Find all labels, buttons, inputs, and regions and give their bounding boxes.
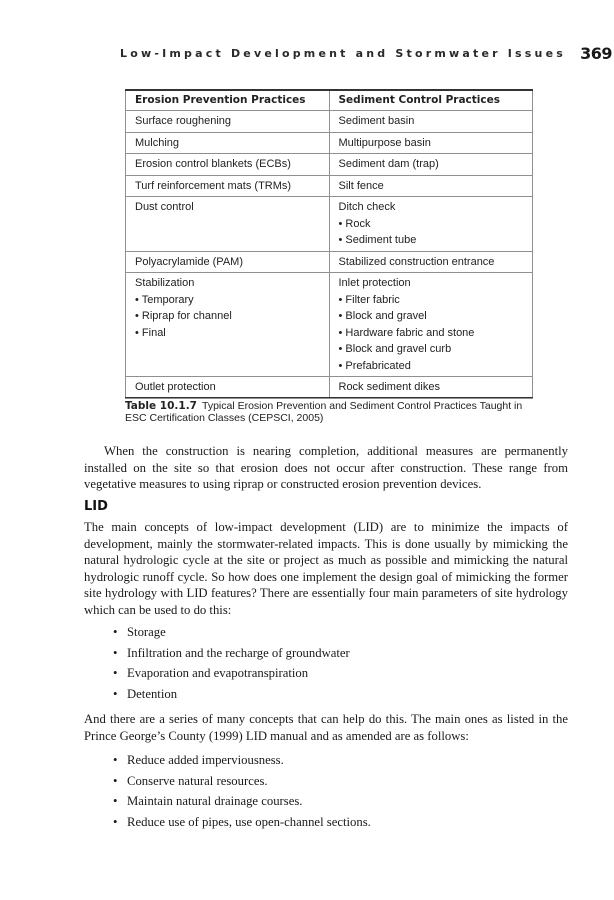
erosion-practice-cell	[126, 273, 330, 377]
column-header-sediment: Sediment Control Practices	[329, 90, 533, 111]
bullet-icon: •	[113, 794, 118, 808]
bullet-icon: •	[113, 645, 118, 660]
list-item	[113, 645, 350, 666]
erosion-practice-cell	[126, 377, 330, 399]
sediment-practice-cell	[329, 197, 533, 252]
cell-line: Mulching	[135, 136, 180, 149]
table-row	[126, 273, 533, 377]
list-item	[113, 624, 350, 645]
cell-line: • Temporary	[135, 293, 194, 306]
paragraph: And there are a series of many concepts that can help do this. The main ones as listed in the Prince George’s County (1999) LID manual and as amended are as follows:	[84, 712, 568, 743]
cell-line: • Prefabricated	[338, 359, 411, 372]
table-body	[126, 111, 533, 399]
running-title: Low-Impact Development and Stormwater Issues	[120, 47, 566, 60]
list-item-text: Reduce use of pipes, use open-channel sections.	[127, 814, 371, 829]
cell-line: Turf reinforcement mats (TRMs)	[135, 179, 292, 192]
cell-line: Dust control	[135, 201, 194, 213]
erosion-practice-cell	[126, 111, 330, 133]
sediment-practice-cell	[329, 111, 533, 133]
table-header-row	[126, 90, 533, 111]
table-caption-label: Table 10.1.7	[125, 400, 197, 412]
cell-line: • Hardware fabric and stone	[338, 326, 475, 339]
erosion-practice-cell	[126, 154, 330, 176]
column-header-erosion: Erosion Prevention Practices	[126, 90, 330, 111]
sediment-practice-cell	[329, 132, 533, 154]
bullet-icon: •	[113, 814, 118, 829]
cell-line: Outlet protection	[135, 381, 216, 393]
sediment-practice-cell	[329, 175, 533, 197]
bullet-icon: •	[113, 686, 118, 701]
bullet-icon: •	[113, 753, 118, 767]
table-caption	[125, 397, 533, 424]
table-row	[126, 111, 533, 133]
erosion-practice-cell	[126, 132, 330, 154]
list-item-text: Reduce added imperviousness.	[127, 753, 284, 767]
paragraph: The main concepts of low-impact development (LID) are to minimize the impacts of development, mainly the stormwater-related impacts. This is done usually by mimicking the natural hydrologic cycle at the site or project as much as possible and mimicking the natural hydrologic runoff cycle. So how does one implement the design goal of mimicking the former site hydrology with LID features? There are essentially four main parameters of site hydrology which can be used to do this:	[84, 520, 568, 617]
erosion-practice-cell	[126, 197, 330, 252]
cell-line: • Filter fabric	[338, 293, 400, 306]
table-caption-text: Typical Erosion Prevention and Sediment Control Practices Taught in ESC Certification Classes (CEPSCI, 2005)	[125, 400, 523, 424]
sediment-practice-cell	[329, 273, 533, 377]
table-row	[126, 197, 533, 252]
table-row	[126, 175, 533, 197]
cell-line: Erosion control blankets (ECBs)	[135, 158, 291, 170]
bullet-list	[113, 624, 350, 706]
cell-line: • Riprap for channel	[135, 310, 232, 322]
cell-line: Sediment dam (trap)	[338, 158, 439, 170]
section-heading: LID	[84, 499, 108, 514]
sediment-practice-cell	[329, 251, 533, 273]
cell-line: • Rock	[338, 217, 371, 230]
cell-line: Ditch check	[338, 201, 396, 213]
practices-table	[125, 89, 533, 399]
bullet-icon: •	[113, 773, 118, 788]
list-item-text: Storage	[127, 625, 166, 639]
list-item-text: Conserve natural resources.	[127, 773, 268, 788]
list-item-text: Detention	[127, 686, 178, 701]
table-row	[126, 132, 533, 154]
page-number: 369	[580, 44, 612, 63]
cell-line: • Block and gravel curb	[338, 343, 452, 355]
sediment-practice-cell	[329, 377, 533, 399]
cell-line: • Block and gravel	[338, 310, 427, 322]
cell-line: Stabilized construction entrance	[338, 255, 495, 268]
table-row	[126, 154, 533, 176]
list-item	[113, 686, 350, 707]
cell-line: Inlet protection	[338, 277, 411, 289]
list-item-text: Evaporation and evapotranspiration	[127, 666, 309, 680]
cell-line: Stabilization	[135, 277, 195, 289]
cell-line: • Final	[135, 326, 166, 339]
list-item	[113, 814, 371, 835]
table-row	[126, 377, 533, 399]
cell-line: Multipurpose basin	[338, 136, 431, 149]
cell-line: Polyacrylamide (PAM)	[135, 255, 243, 268]
bullet-list	[113, 752, 371, 834]
list-item	[113, 665, 350, 686]
list-item-text: Maintain natural drainage courses.	[127, 794, 303, 808]
cell-line: Silt fence	[338, 179, 384, 192]
erosion-practice-cell	[126, 175, 330, 197]
bullet-icon: •	[113, 666, 118, 680]
table-row	[126, 251, 533, 273]
list-item	[113, 752, 371, 773]
cell-line: Rock sediment dikes	[338, 381, 440, 393]
cell-line: • Sediment tube	[338, 234, 417, 246]
list-item	[113, 793, 371, 814]
sediment-practice-cell	[329, 154, 533, 176]
erosion-practice-cell	[126, 251, 330, 273]
cell-line: Surface roughening	[135, 115, 232, 127]
paragraph: When the construction is nearing completion, additional measures are permanently installed on the site so that erosion does not occur after construction. These range from vegetative measures to using riprap or constructed erosion prevention devices.	[84, 444, 568, 491]
list-item-text: Infiltration and the recharge of groundwater	[127, 645, 350, 660]
running-header	[0, 44, 614, 66]
bullet-icon: •	[113, 625, 118, 639]
cell-line: Sediment basin	[338, 115, 415, 127]
list-item	[113, 773, 371, 794]
